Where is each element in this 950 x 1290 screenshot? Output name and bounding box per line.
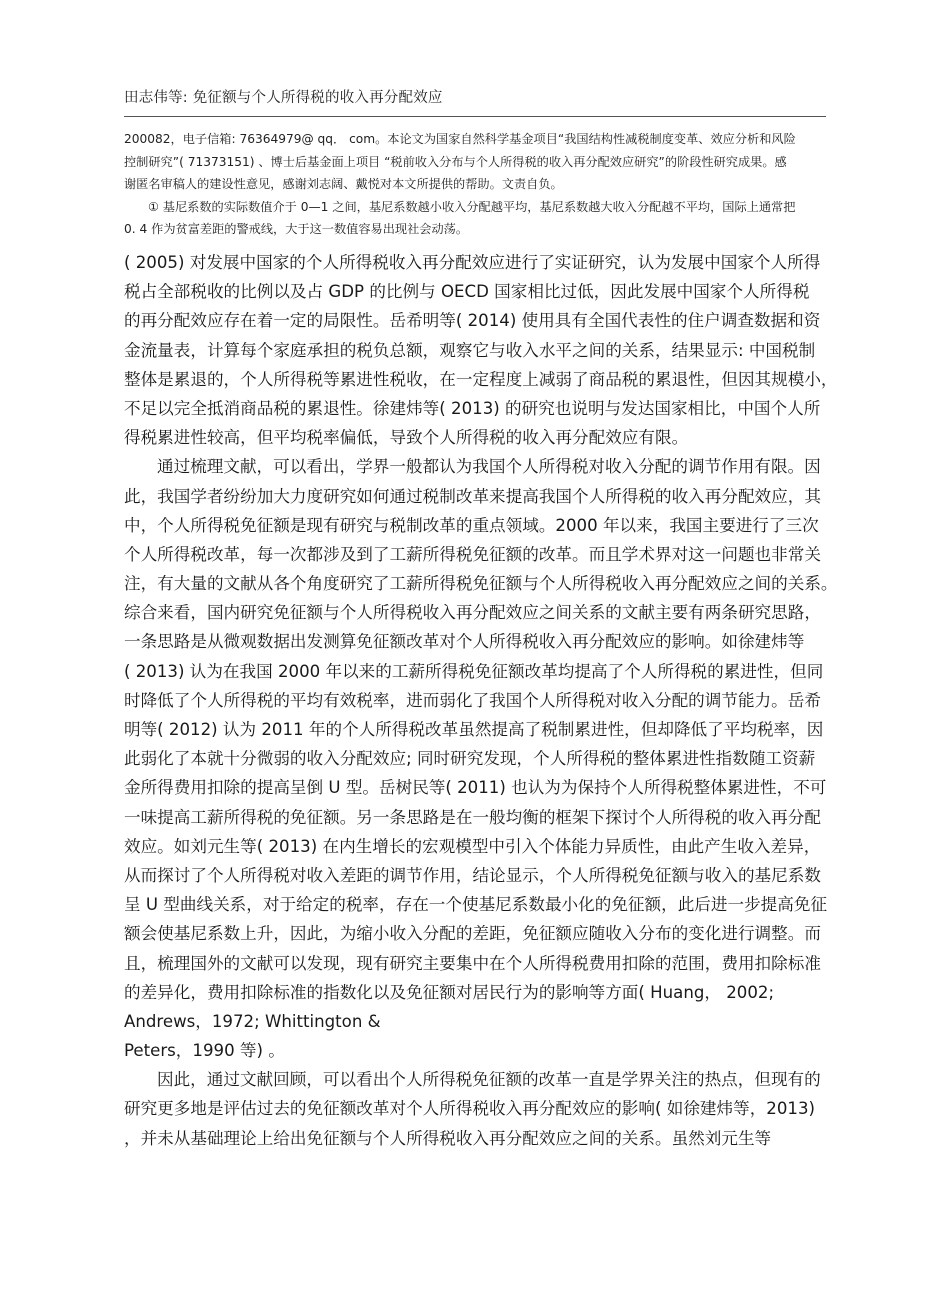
body-line: 明等( 2012) 认为 2011 年的个人所得税改革虽然提高了税制累进性，但却降低了平均税率，因	[124, 720, 824, 739]
body-line: 研究更多地是评估过去的免征额改革对个人所得税收入再分配效应的影响( 如徐建炜等，2013)	[124, 1099, 816, 1119]
body-line: 金所得费用扣除的提高呈倒 U 型。岳树民等( 2011) 也认为为保持个人所得税整体累进性，不可	[124, 778, 827, 798]
body-line: 中，个人所得税免征额是现有研究与税制改革的重点领域。2000 年以来，我国主要进行了三次	[124, 515, 819, 535]
body-line: 通过梳理文献，可以看出，学界一般都认为我国个人所得税对收入分配的调节作用有限。因	[157, 457, 821, 477]
body-line: 的再分配效应存在着一定的局限性。岳希明等( 2014) 使用具有全国代表性的住户调查数据和资	[124, 311, 821, 331]
body-line: 额会使基尼系数上升，因此，为缩小收入分配的差距，免征额应随收入分布的变化进行调整。而	[124, 924, 821, 944]
body-line: 个人所得税改革，每一次都涉及到了工薪所得税免征额的改革。而且学术界对这一问题也非常关	[124, 544, 821, 564]
body-line: 的差异化，费用扣除标准的指数化以及免征额对居民行为的影响等方面( Huang， 2002;	[124, 982, 775, 1002]
body-line: 不足以完全抵消商品税的累退性。徐建炜等( 2013) 的研究也说明与发达国家相比，中国个人所	[124, 398, 821, 418]
footnote-line: 0. 4 作为贫富差距的警戒线，大于这一数值容易出现社会动荡。	[124, 222, 469, 236]
footnote-line: 200082，电子信箱: 76364979@ qq． com。本论文为国家自然科学基金项目“我国结构性减税制度变革、效应分析和风险	[124, 132, 796, 146]
body-line: ( 2005) 对发展中国家的个人所得税收入再分配效应进行了实证研究，认为发展中国家个人所得	[124, 253, 821, 272]
body-line: Andrews，1972; Whittington &	[124, 1011, 381, 1031]
body-line: 一味提高工薪所得税的免征额。另一条思路是在一般均衡的框架下探讨个人所得税的收入再分配	[124, 807, 821, 827]
body-line: 且，梳理国外的文献可以发现，现有研究主要集中在个人所得税费用扣除的范围，费用扣除标准	[124, 953, 821, 973]
footnote-line: ① 基尼系数的实际数值介于 0—1 之间，基尼系数越小收入分配越平均，基尼系数越大收入分配越不平均，国际上通常把	[148, 199, 796, 214]
body-line: ( 2013) 认为在我国 2000 年以来的工薪所得税免征额改革均提高了个人所得税的累进性，但同	[124, 661, 824, 681]
body-line: 得税累进性较高，但平均税率偏低，导致个人所得税的收入再分配效应有限。	[124, 428, 689, 448]
body-line: 整体是累退的，个人所得税等累进性税收，在一定程度上减弱了商品税的累退性，但因其规模小，	[124, 369, 838, 389]
body-line: Peters，1990 等) 。	[124, 1041, 285, 1061]
body-line: 一条思路是从微观数据出发测算免征额改革对个人所得税收入再分配效应的影响。如徐建炜等	[124, 632, 805, 652]
body-line: 税占全部税收的比例以及占 GDP 的比例与 OECD 国家相比过低，因此发展中国家个人所得税	[124, 282, 810, 302]
body-line: 金流量表，计算每个家庭承担的税负总额，观察它与收入水平之间的关系，结果显示: 中国税制	[124, 340, 816, 360]
body-line: 此，我国学者纷纷加大力度研究如何通过税制改革来提高我国个人所得税的收入再分配效应，其	[124, 486, 821, 506]
body-line: 时降低了个人所得税的平均有效税率，进而弱化了我国个人所得税对收入分配的调节能力。岳希	[124, 690, 821, 710]
footnotes	[124, 128, 836, 241]
body-text	[124, 248, 839, 1153]
body-line: ，并未从基础理论上给出免征额与个人所得税收入再分配效应之间的关系。虽然刘元生等	[124, 1128, 772, 1148]
body-line: 从而探讨了个人所得税对收入差距的调节作用，结论显示，个人所得税免征额与收入的基尼系数	[124, 865, 821, 885]
body-line: 综合来看，国内研究免征额与个人所得税收入再分配效应之间关系的文献主要有两条研究思路，	[124, 603, 821, 623]
body-line: 注，有大量的文献从各个角度研究了工薪所得税免征额与个人所得税收入再分配效应之间的关系。	[124, 574, 838, 594]
body-line: 因此，通过文献回顾，可以看出个人所得税免征额的改革一直是学界关注的热点，但现有的	[157, 1070, 821, 1090]
body-line: 呈 U 型曲线关系，对于给定的税率，存在一个使基尼系数最小化的免征额，此后进一步提高免征	[124, 895, 828, 915]
footnote-line: 控制研究”( 71373151) 、博士后基金面上项目 “税前收入分布与个人所得税的收入再分配效应研究”的阶段性研究成果。感	[124, 154, 787, 169]
footnote-line: 谢匿名审稿人的建设性意见，感谢刘志阔、戴悦对本文所提供的帮助。文责自负。	[124, 177, 563, 191]
body-line: 效应。如刘元生等( 2013) 在内生增长的宏观模型中引入个体能力异质性，由此产生收入差异，	[124, 836, 821, 856]
header-divider	[124, 116, 826, 117]
running-header-title: 田志伟等: 免征额与个人所得税的收入再分配效应	[124, 90, 443, 106]
body-line: 此弱化了本就十分微弱的收入分配效应; 同时研究发现，个人所得税的整体累进性指数随工资薪	[124, 749, 816, 769]
